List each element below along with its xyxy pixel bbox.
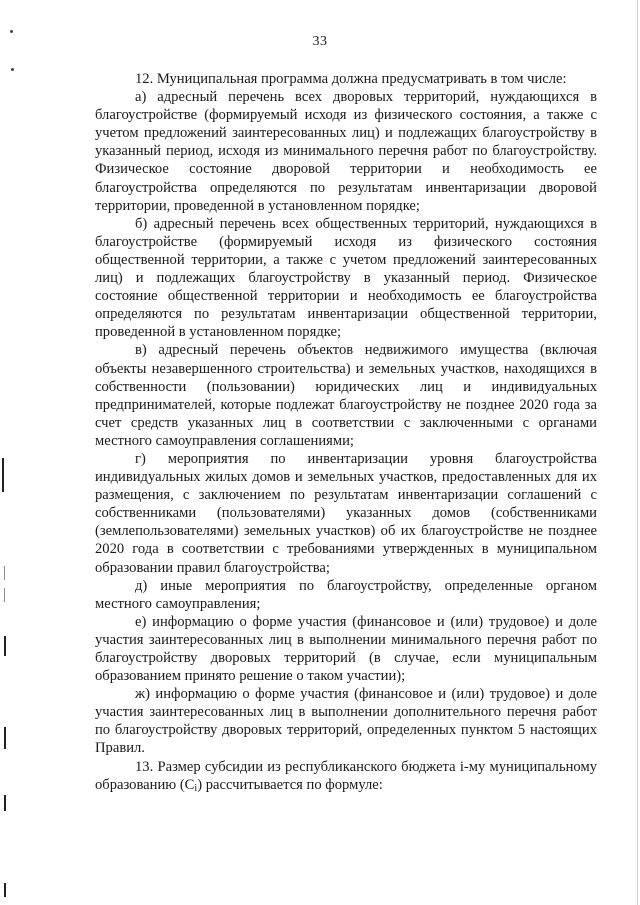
paragraph-b: б) адресный перечень всех общественных территорий, нуждающихся в благоустройстве (формируемый исходя из физического состояния общественной территории, а также с учетом предложений заинтересованных лиц) и подлежащих благоустройству в указанный период. Физическое состояние общественной территории и необходимость ее благоустройства определяются по результатам инвентаризации общественной территории, проведенной в установленном порядке; <box>95 215 597 341</box>
scan-mark <box>4 795 6 811</box>
scan-mark <box>4 883 6 897</box>
paragraph-e: е) информацию о форме участия (финансовое и (или) трудовое) и доле участия заинтересованных лиц в выполнении минимального перечня работ по благоустройству дворовых территорий (в случае, если муниципальным образованием принято решение о таком участии); <box>95 613 597 685</box>
paragraph-13 <box>95 758 597 798</box>
scan-mark <box>4 566 5 580</box>
paragraph-a: а) адресный перечень всех дворовых территорий, нуждающихся в благоустройстве (формируемый исходя из физического состояния, а также с учетом предложений заинтересованных лиц) и подлежащих благоустройству в указанный период, исходя из минимального перечня работ по благоустройству. Физическое состояние дворовой территории и необходимость ее благоустройства определяются по результатам инвентаризации дворовой территории, проведенной в установленном порядке; <box>95 89 597 214</box>
paragraph-13-tail: ) рассчитывается по формуле: <box>197 776 383 793</box>
scan-speck <box>10 30 13 33</box>
scan-mark <box>4 727 6 749</box>
scan-mark <box>2 458 4 492</box>
paragraph-d: д) иные мероприятия по благоустройству, определенные органом местного самоуправления; <box>95 577 597 612</box>
paragraph-13-subscript: i <box>194 782 198 794</box>
paragraph-13-lead: 13. Размер субсидии из республиканского бюджета i-му муниципальному образованию (С <box>95 758 597 793</box>
page-number: 33 <box>312 34 328 49</box>
paragraph-v: в) адресный перечень объектов недвижимого имущества (включая объекты незавершенного строительства) и земельных участков, находящихся в собственности (пользовании) юридических лиц и индивидуальных предпринимателей, которые подлежат благоустройству не позднее 2020 года за счет средств указанных лиц в соответствии с заключенными с органами местного самоуправления соглашениями; <box>95 342 597 449</box>
paragraph-g: г) мероприятия по инвентаризации уровня благоустройства индивидуальных жилых домов и земельных участков, предоставленных для их размещения, с заключением по результатам инвентаризации соглашений с собственниками (пользователями) указанных домов (собственниками (землепользователями) земельных участков) об их благоустройстве не позднее 2020 года в соответствии с требованиями утвержденных в муниципальном образовании правил благоустройства; <box>95 450 597 576</box>
paragraph-zh: ж) информацию о форме участия (финансовое и (или) трудовое) и доле участия заинтересованных лиц в выполнении дополнительного перечня работ по благоустройству дворовых территорий, определенных пунктом 5 настоящих Правил. <box>95 686 597 757</box>
scan-edge-line <box>637 0 638 905</box>
body-text <box>95 70 597 798</box>
paragraph-12: 12. Муниципальная программа должна предусматривать в том числе: <box>135 71 567 87</box>
scan-speck <box>11 68 14 71</box>
scan-mark <box>4 636 6 656</box>
scan-mark <box>4 588 5 602</box>
